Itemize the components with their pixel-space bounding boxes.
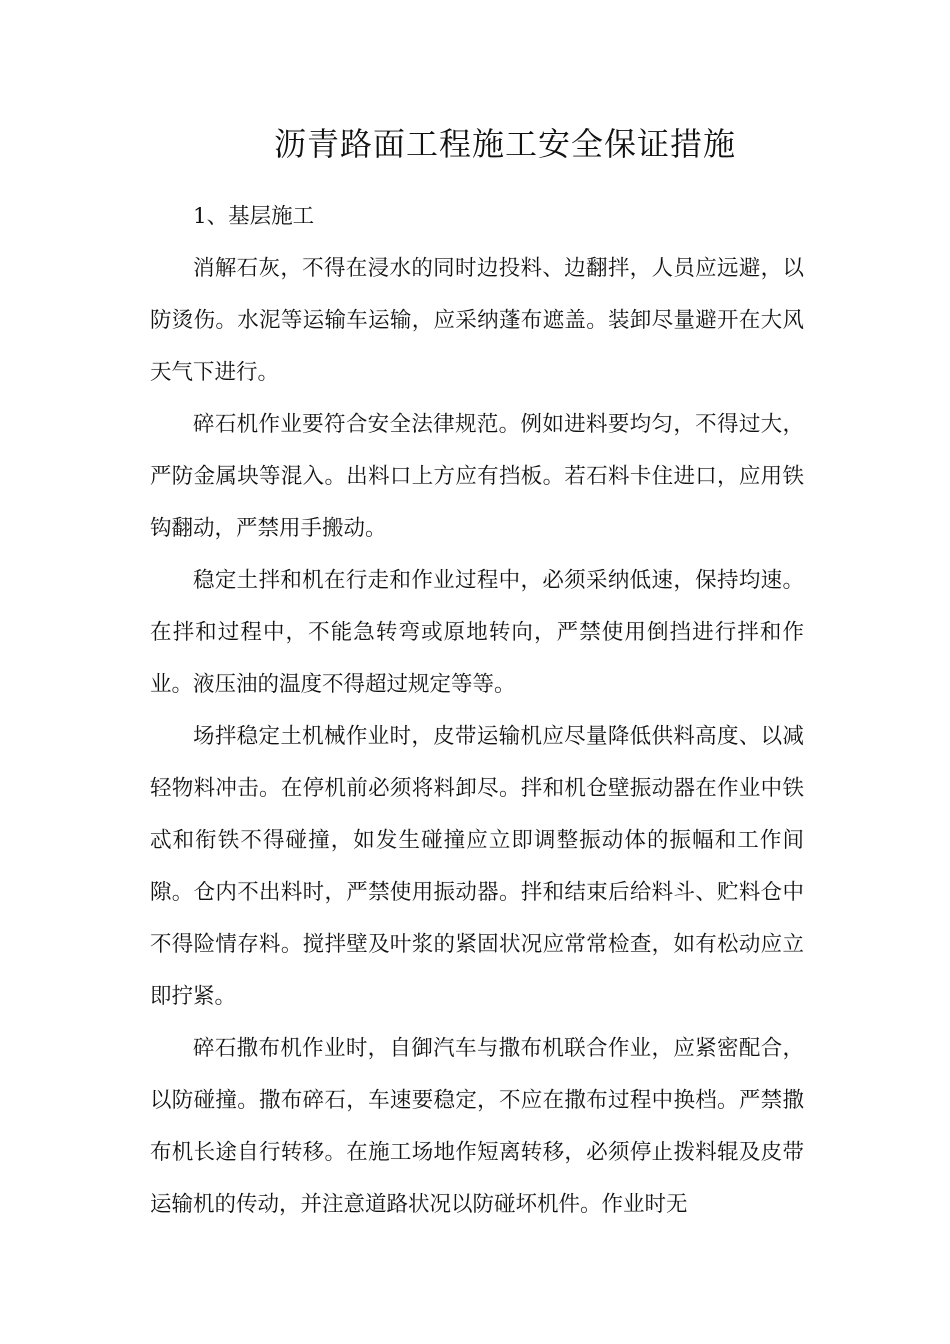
- document-title: 沥青路面工程施工安全保证措施: [273, 125, 736, 163]
- paragraph: 稳定土拌和机在行走和作业过程中，必须采纳低速，保持均速。在拌和过程中，不能急转弯或原地转向，严禁使用倒挡进行拌和作业。液压油的温度不得超过规定等等。: [150, 568, 804, 697]
- paragraph: 场拌稳定土机械作业时，皮带运输机应尽量降低供料高度、以减轻物料冲击。在停机前必须将料卸尽。拌和机仓壁振动器在作业中铁忒和衔铁不得碰撞，如发生碰撞应立即调整振动体的振幅和工作间隙。仓内不出料时，严禁使用振动器。拌和结束后给料斗、贮料仓中不得险情存料。搅拌壁及叶浆的紧固状况应常常检查，如有松动应立即拧紧。: [150, 724, 804, 1009]
- section-heading: 1、基层施工: [193, 204, 315, 229]
- document-body: [150, 191, 804, 1231]
- paragraph: 消解石灰，不得在浸水的同时边投料、边翻拌，人员应远避，以防烫伤。水泥等运输车运输，应采纳蓬布遮盖。装卸尽量避开在大风天气下进行。: [150, 256, 804, 385]
- paragraph: 碎石机作业要符合安全法律规范。例如进料要均匀，不得过大，严防金属块等混入。出料口上方应有挡板。若石料卡住进口，应用铁钩翻动，严禁用手搬动。: [150, 412, 804, 541]
- paragraph: 碎石撒布机作业时，自御汽车与撒布机联合作业，应紧密配合，以防碰撞。撒布碎石，车速要稳定，不应在撒布过程中换档。严禁撒布机长途自行转移。在施工场地作短离转移，必须停止拨料辊及皮带运输机的传动，并注意道路状况以防碰坏机件。作业时无: [150, 1036, 804, 1217]
